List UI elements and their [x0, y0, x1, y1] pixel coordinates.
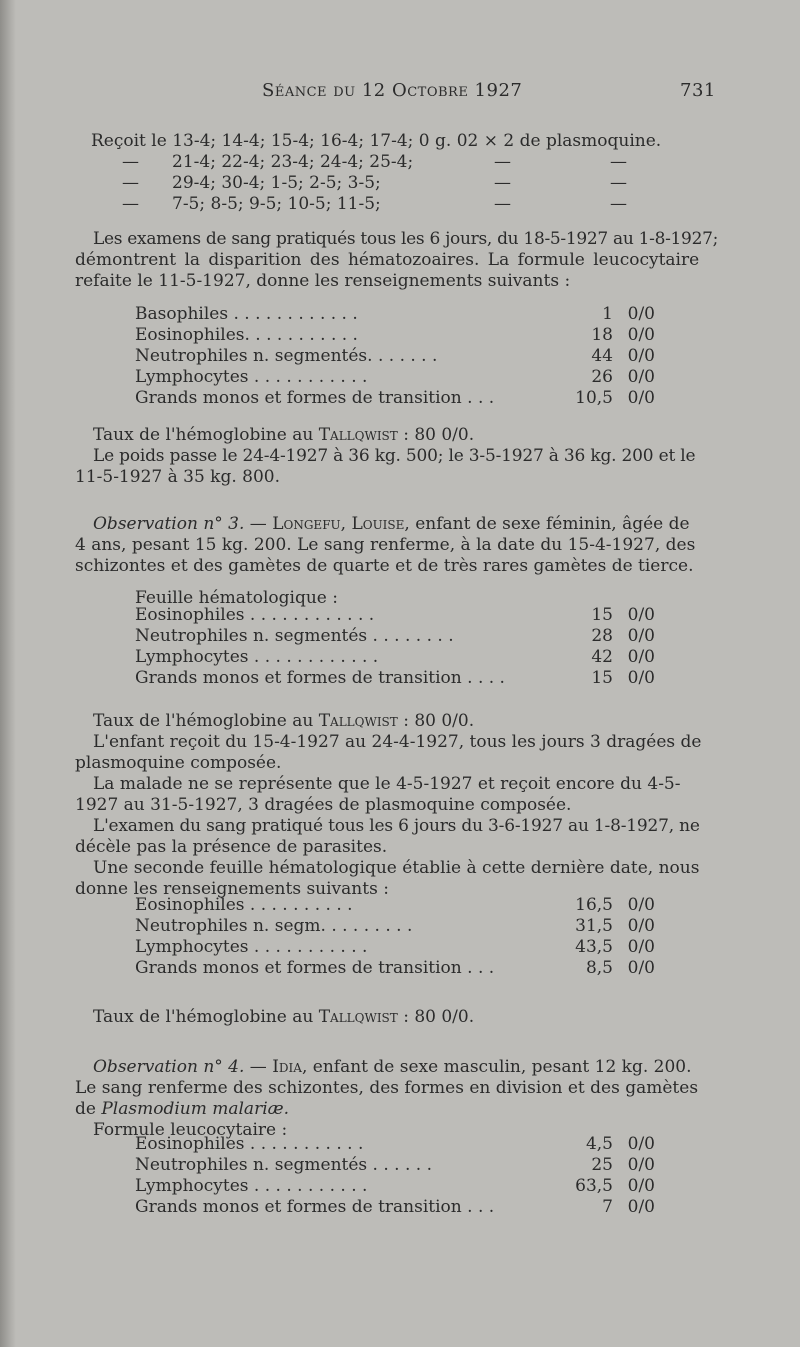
page-spine-shadow: [0, 0, 16, 1347]
table-row: [135, 388, 655, 409]
cell-value: 31,5: [575, 916, 613, 936]
cell-percent: 0/0: [627, 388, 655, 408]
cell-percent: 0/0: [627, 325, 655, 345]
cell-percent: 0/0: [627, 958, 655, 978]
cell-label: Neutrophiles n. segmentés. . . . . . .: [135, 346, 438, 366]
cell-value: 1: [602, 304, 613, 324]
observation-4-line2: Le sang renferme des schizontes, des formes en division et des gamètes: [75, 1078, 699, 1098]
cell-percent: 0/0: [627, 1134, 655, 1154]
cell-value: 10,5: [575, 388, 613, 408]
para3-line5: L'examen du sang pratiqué tous les 6 jours du 3-6-1927 au 1-8-1927, ne: [93, 816, 700, 836]
observation-3-line3: schizontes et des gamètes de quarte et de très rares gamètes de tierce.: [75, 556, 694, 576]
cell-label: Neutrophiles n. segmentés . . . . . . . .: [135, 626, 454, 646]
cell-percent: 0/0: [627, 1155, 655, 1175]
cell-label: Grands monos et formes de transition . . . .: [135, 668, 505, 688]
table-row: [135, 647, 655, 668]
table-row: [135, 1134, 655, 1155]
cell-percent: 0/0: [627, 916, 655, 936]
schedule-dash: —: [122, 152, 139, 172]
cell-label: Grands monos et formes de transition . . .: [135, 958, 495, 978]
feuille-heading: Feuille hématologique :: [135, 588, 338, 608]
hemoglobin-line-2: Taux de l'hémoglobine au Tallqwist : 80 0/0.: [93, 711, 475, 731]
cell-percent: 0/0: [627, 626, 655, 646]
cell-value: 28: [591, 626, 613, 646]
cell-value: 15: [591, 605, 613, 625]
para1-line3: refaite le 11-5-1927, donne les renseignements suivants :: [75, 271, 571, 291]
cell-value: 18: [591, 325, 613, 345]
table-row: [135, 304, 655, 325]
cell-label: Lymphocytes . . . . . . . . . . .: [135, 1176, 368, 1196]
para3-line7: Une seconde feuille hématologique établie à cette dernière date, nous: [93, 858, 700, 878]
table-row: [135, 1197, 655, 1218]
cell-value: 63,5: [575, 1176, 613, 1196]
schedule-dash: —: [122, 173, 139, 193]
cell-label: Basophiles . . . . . . . . . . . .: [135, 304, 358, 324]
schedule-dash: —: [122, 194, 139, 214]
table-row: [135, 916, 655, 937]
cell-percent: 0/0: [627, 346, 655, 366]
schedule-dates: 29-4; 30-4; 1-5; 2-5; 3-5;: [172, 173, 381, 193]
cell-label: Neutrophiles n. segm. . . . . . . . .: [135, 916, 413, 936]
cell-percent: 0/0: [627, 1176, 655, 1196]
cell-label: Eosinophiles . . . . . . . . . . . .: [135, 605, 375, 625]
cell-percent: 0/0: [627, 605, 655, 625]
cell-percent: 0/0: [627, 668, 655, 688]
cell-label: Lymphocytes . . . . . . . . . . . .: [135, 647, 379, 667]
cell-label: Lymphocytes . . . . . . . . . . .: [135, 937, 368, 957]
cell-label: Grands monos et formes de transition . . .: [135, 388, 495, 408]
cell-label: Grands monos et formes de transition . . .: [135, 1197, 495, 1217]
cell-value: 25: [591, 1155, 613, 1175]
para3-line2: plasmoquine composée.: [75, 753, 282, 773]
table-row: [135, 1155, 655, 1176]
cell-value: 26: [591, 367, 613, 387]
cell-label: Neutrophiles n. segmentés . . . . . .: [135, 1155, 432, 1175]
cell-value: 8,5: [585, 958, 613, 978]
cell-percent: 0/0: [627, 304, 655, 324]
para3-line6: décèle pas la présence de parasites.: [75, 837, 388, 857]
cell-percent: 0/0: [627, 367, 655, 387]
para1-line2: démontrent la disparition des hématozoaires. La formule leucocytaire: [75, 250, 700, 270]
cell-percent: 0/0: [627, 937, 655, 957]
para3-line1: L'enfant reçoit du 15-4-1927 au 24-4-1927, tous les jours 3 dragées de: [93, 732, 702, 752]
weight-line-2: 11-5-1927 à 35 kg. 800.: [75, 467, 281, 487]
observation-3-heading: Observation n° 3. — Longefu, Louise, enfant de sexe féminin, âgée de: [93, 514, 690, 534]
schedule-dates: 21-4; 22-4; 23-4; 24-4; 25-4;: [172, 152, 414, 172]
table-row: [135, 367, 655, 388]
cell-value: 15: [591, 668, 613, 688]
cell-value: 7: [602, 1197, 613, 1217]
cell-percent: 0/0: [627, 1197, 655, 1217]
schedule-line-1: Reçoit le 13-4; 14-4; 15-4; 16-4; 17-4; 0 g. 02 × 2 de plasmoquine.: [91, 131, 662, 151]
table-row: [135, 325, 655, 346]
schedule-dates: 7-5; 8-5; 9-5; 10-5; 11-5;: [172, 194, 381, 214]
schedule-ditto-mark: —: [610, 152, 627, 172]
page-number: 731: [680, 80, 716, 101]
formule-heading: Formule leucocytaire :: [93, 1120, 288, 1140]
para3-line4: 1927 au 31-5-1927, 3 dragées de plasmoquine composée.: [75, 795, 572, 815]
cell-label: Eosinophiles. . . . . . . . . . .: [135, 325, 358, 345]
table-row: [135, 668, 655, 689]
cell-percent: 0/0: [627, 647, 655, 667]
schedule-ditto-mark: —: [610, 194, 627, 214]
weight-line-1: Le poids passe le 24-4-1927 à 36 kg. 500; le 3-5-1927 à 36 kg. 200 et le: [93, 446, 696, 466]
table-row: [135, 958, 655, 979]
schedule-ditto-mark: —: [610, 173, 627, 193]
table-row: [135, 346, 655, 367]
cell-value: 43,5: [575, 937, 613, 957]
hemoglobin-line-3: Taux de l'hémoglobine au Tallqwist : 80 0/0.: [93, 1007, 475, 1027]
cell-label: Eosinophiles . . . . . . . . . . .: [135, 1134, 364, 1154]
para1-line1: Les examens de sang pratiqués tous les 6 jours, du 18-5-1927 au 1-8-1927;: [93, 229, 719, 249]
observation-4-heading: Observation n° 4. — Idia, enfant de sexe masculin, pesant 12 kg. 200.: [93, 1057, 692, 1077]
observation-3-line2: 4 ans, pesant 15 kg. 200. Le sang renferme, à la date du 15-4-1927, des: [75, 535, 696, 555]
observation-4-line3: de Plasmodium malariæ.: [75, 1099, 290, 1119]
table-row: [135, 937, 655, 958]
cell-value: 16,5: [575, 895, 613, 915]
cell-value: 44: [591, 346, 613, 366]
para3-line3: La malade ne se représente que le 4-5-1927 et reçoit encore du 4-5-: [93, 774, 681, 794]
table-row: [135, 626, 655, 647]
schedule-ditto-mark: —: [494, 152, 511, 172]
cell-value: 42: [591, 647, 613, 667]
table-row: [135, 895, 655, 916]
cell-value: 4,5: [585, 1134, 613, 1154]
schedule-ditto-mark: —: [494, 194, 511, 214]
running-title: Séance du 12 Octobre 1927: [262, 80, 523, 101]
cell-percent: 0/0: [627, 895, 655, 915]
hemoglobin-line-1: Taux de l'hémoglobine au Tallqwist : 80 0/0.: [93, 425, 475, 445]
cell-label: Lymphocytes . . . . . . . . . . .: [135, 367, 368, 387]
table-row: [135, 605, 655, 626]
cell-label: Eosinophiles . . . . . . . . . .: [135, 895, 353, 915]
para3-line8: donne les renseignements suivants :: [75, 879, 389, 899]
schedule-ditto-mark: —: [494, 173, 511, 193]
table-row: [135, 1176, 655, 1197]
